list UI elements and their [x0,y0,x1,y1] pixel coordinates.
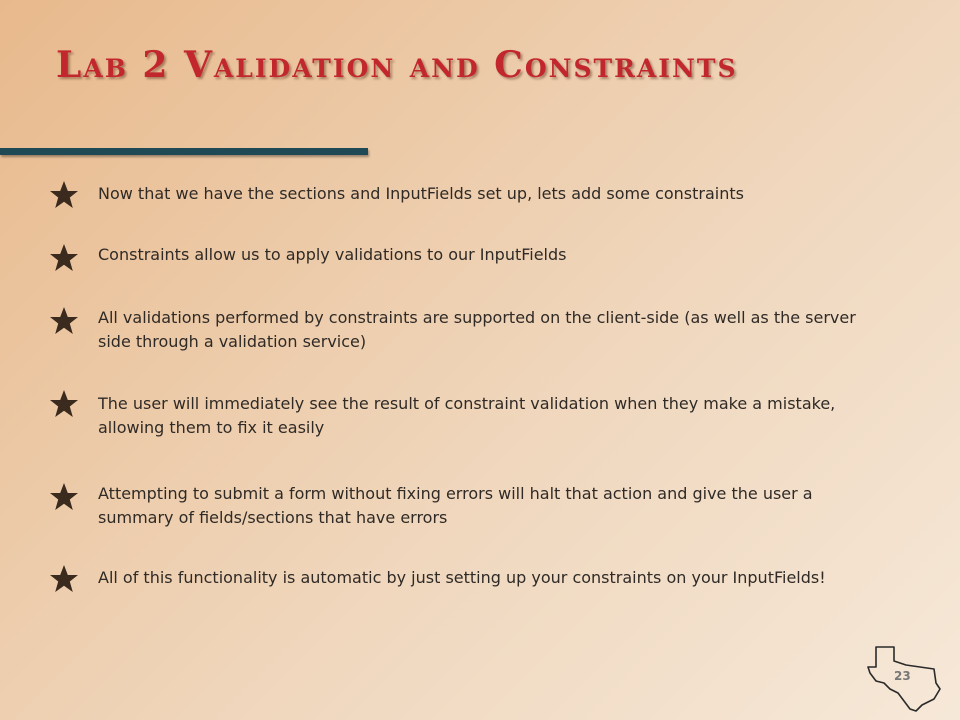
star-icon [49,306,79,336]
bullet-text: Now that we have the sections and InputFields set up, lets add some constraints [98,184,744,203]
slide-title: Lab 2 Validation and Constraints [56,44,738,86]
bullet-text: The user will immediately see the result of constraint validation when they make a mistake, allowing them to fix it easily [98,394,836,437]
star-icon [49,243,79,273]
bullet-text: All of this functionality is automatic by just setting up your constraints on your InputFields! [98,568,826,587]
star-icon [49,482,79,512]
page-number: 23 [894,669,911,683]
title-underline [0,148,368,155]
bullet-text: All validations performed by constraints are supported on the client-side (as well as the server side through a validation service) [98,308,856,351]
star-icon [49,564,79,594]
bullet-text: Attempting to submit a form without fixing errors will halt that action and give the user a summary of fields/sections that have errors [98,484,813,527]
star-icon [49,389,79,419]
bullet-text: Constraints allow us to apply validations to our InputFields [98,245,567,264]
star-icon [49,180,79,210]
